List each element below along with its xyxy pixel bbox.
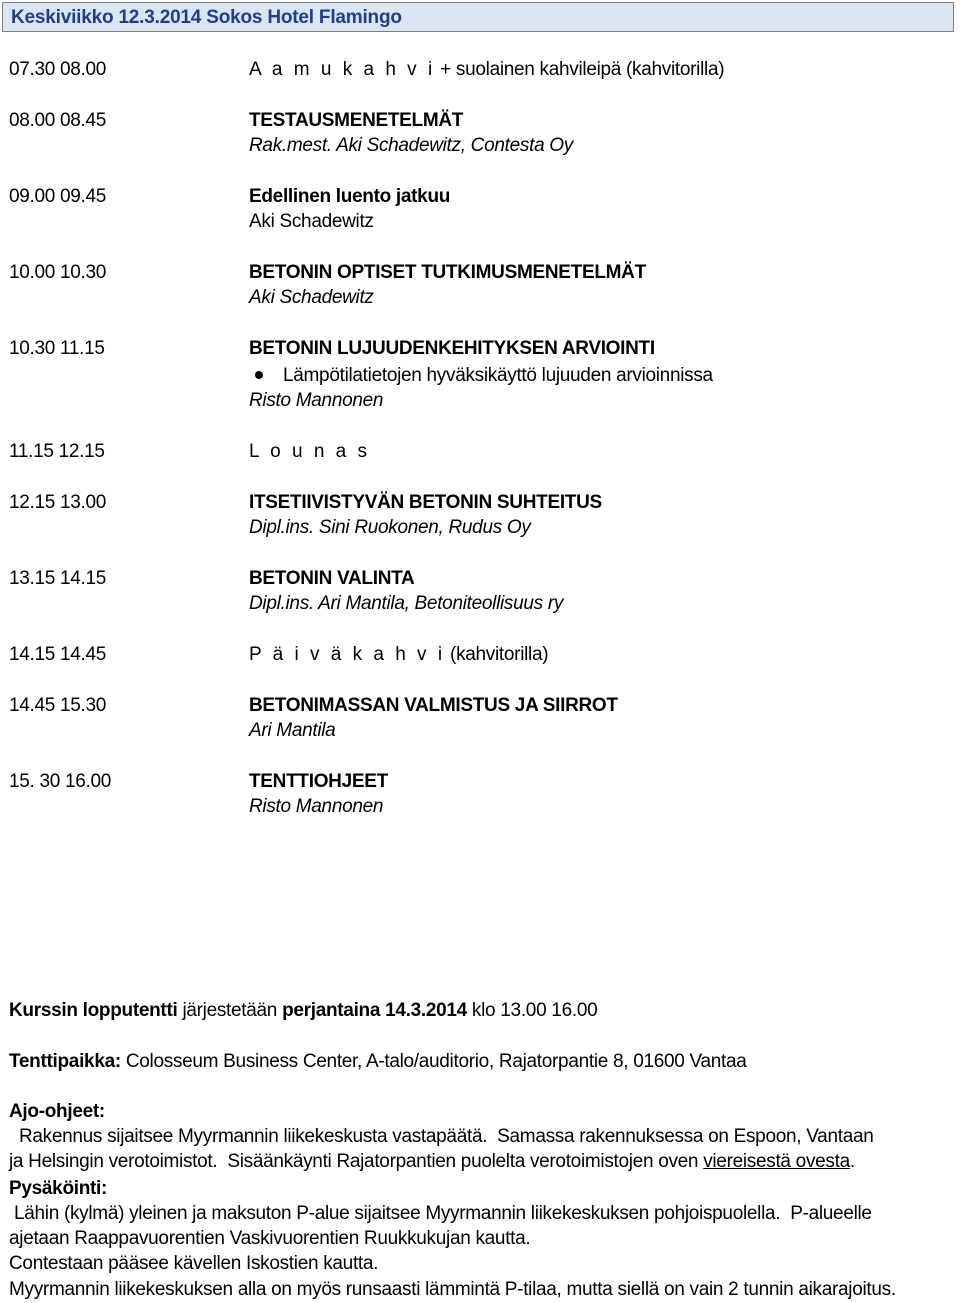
time-slot: 15. 30 16.00 [9, 771, 112, 792]
item-title: TENTTIOHJEET [249, 771, 388, 792]
item-speaker: Risto Mannonen [249, 390, 384, 411]
item-title: A a m u k a h v i [249, 59, 436, 80]
exam-label: Kurssin lopputentti [9, 1000, 178, 1021]
item-title: BETONIN VALINTA [249, 568, 415, 589]
time-slot: 12.15 13.00 [9, 492, 107, 513]
item-title: BETONIMASSAN VALMISTUS JA SIIRROT [249, 695, 618, 716]
exam-info [9, 998, 959, 1023]
place-text: Colosseum Business Center, A-talo/auditorio, Rajatorpantie 8, 01600 Vantaa [120, 1051, 747, 1072]
time-slot: 11.15 12.15 [9, 441, 105, 462]
time-slot: 07.30 08.00 [9, 59, 107, 80]
parking-label: Pysäköinti: [9, 1178, 108, 1199]
parking-text: Lähin (kylmä) yleinen ja maksuton P-alue sijaitsee Myyrmannin liikekeskuksen pohjoispuolella. P-alueelle [9, 1203, 872, 1224]
time-slot: 14.15 14.45 [9, 644, 107, 665]
directions [9, 1099, 959, 1174]
entrance-link[interactable]: viereisestä ovesta [703, 1151, 850, 1172]
directions-text: Rakennus sijaitsee Myyrmannin liikekeskusta vastapäätä. Samassa rakennuksessa on Espoon, Vantaan [9, 1126, 874, 1147]
item-title: L o u n a s [249, 441, 371, 462]
parking-route: ajetaan Raappavuorentien Vaskivuorentien Ruukkukujan kautta. [9, 1228, 531, 1249]
schedule-item [249, 59, 724, 81]
item-speaker: Aki Schadewitz [249, 211, 374, 232]
item-speaker: Aki Schadewitz [249, 287, 374, 308]
time-slot: 13.15 14.15 [9, 568, 107, 589]
item-speaker: Dipl.ins. Ari Mantila, Betoniteollisuus ry [249, 593, 564, 614]
schedule-item [249, 644, 548, 666]
time-slot: 14.45 15.30 [9, 695, 107, 716]
time-slot: 10.00 10.30 [9, 262, 107, 283]
period: . [849, 1151, 855, 1172]
bullet-icon [255, 371, 263, 379]
item-title: BETONIN LUJUUDENKEHITYKSEN ARVIOINTI [249, 338, 655, 359]
header-bar [2, 2, 954, 32]
item-title-rest: + suolainen kahvileipä (kahvitorilla) [435, 59, 725, 80]
time-slot: 08.00 08.45 [9, 110, 107, 131]
item-speaker: Rak.mest. Aki Schadewitz, Contesta Oy [249, 135, 573, 156]
exam-day: perjantaina 14.3.2014 [282, 1000, 467, 1021]
item-speaker: Risto Mannonen [249, 796, 384, 817]
item-title: P ä i v ä k a h v i [249, 644, 446, 665]
walking-info: Contestaan pääsee kävellen Iskostien kautta. [9, 1253, 379, 1274]
parking [9, 1176, 959, 1276]
item-bullet: Lämpötilatietojen hyväksikäyttö lujuuden arvioinnissa [283, 365, 713, 386]
item-title-rest: (kahvitorilla) [445, 644, 549, 665]
final-note: Myyrmannin liikekeskuksen alla on myös runsaasti lämmintä P-tilaa, mutta siellä on vain 2 tunnin aikarajoitus. [9, 1279, 896, 1300]
exam-mid: järjestetään [177, 1000, 283, 1021]
item-title: BETONIN OPTISET TUTKIMUSMENETELMÄT [249, 262, 646, 283]
page-title: Keskiviikko 12.3.2014 Sokos Hotel Flamingo [11, 7, 402, 28]
directions-label: Ajo-ohjeet: [9, 1101, 105, 1122]
item-speaker: Ari Mantila [249, 720, 336, 741]
item-title: TESTAUSMENETELMÄT [249, 110, 464, 131]
item-title: ITSETIIVISTYVÄN BETONIN SUHTEITUS [249, 492, 602, 513]
item-title: Edellinen luento jatkuu [249, 186, 451, 207]
place-label: Tenttipaikka: [9, 1051, 121, 1072]
exam-time: klo 13.00 16.00 [466, 1000, 598, 1021]
item-speaker: Dipl.ins. Sini Ruokonen, Rudus Oy [249, 517, 531, 538]
time-slot: 10.30 11.15 [9, 338, 105, 359]
directions-text-2: ja Helsingin verotoimistot. Sisäänkäynti Rajatorpantien puolelta verotoimistojen oven [9, 1151, 704, 1172]
exam-place [9, 1049, 959, 1074]
time-slot: 09.00 09.45 [9, 186, 107, 207]
